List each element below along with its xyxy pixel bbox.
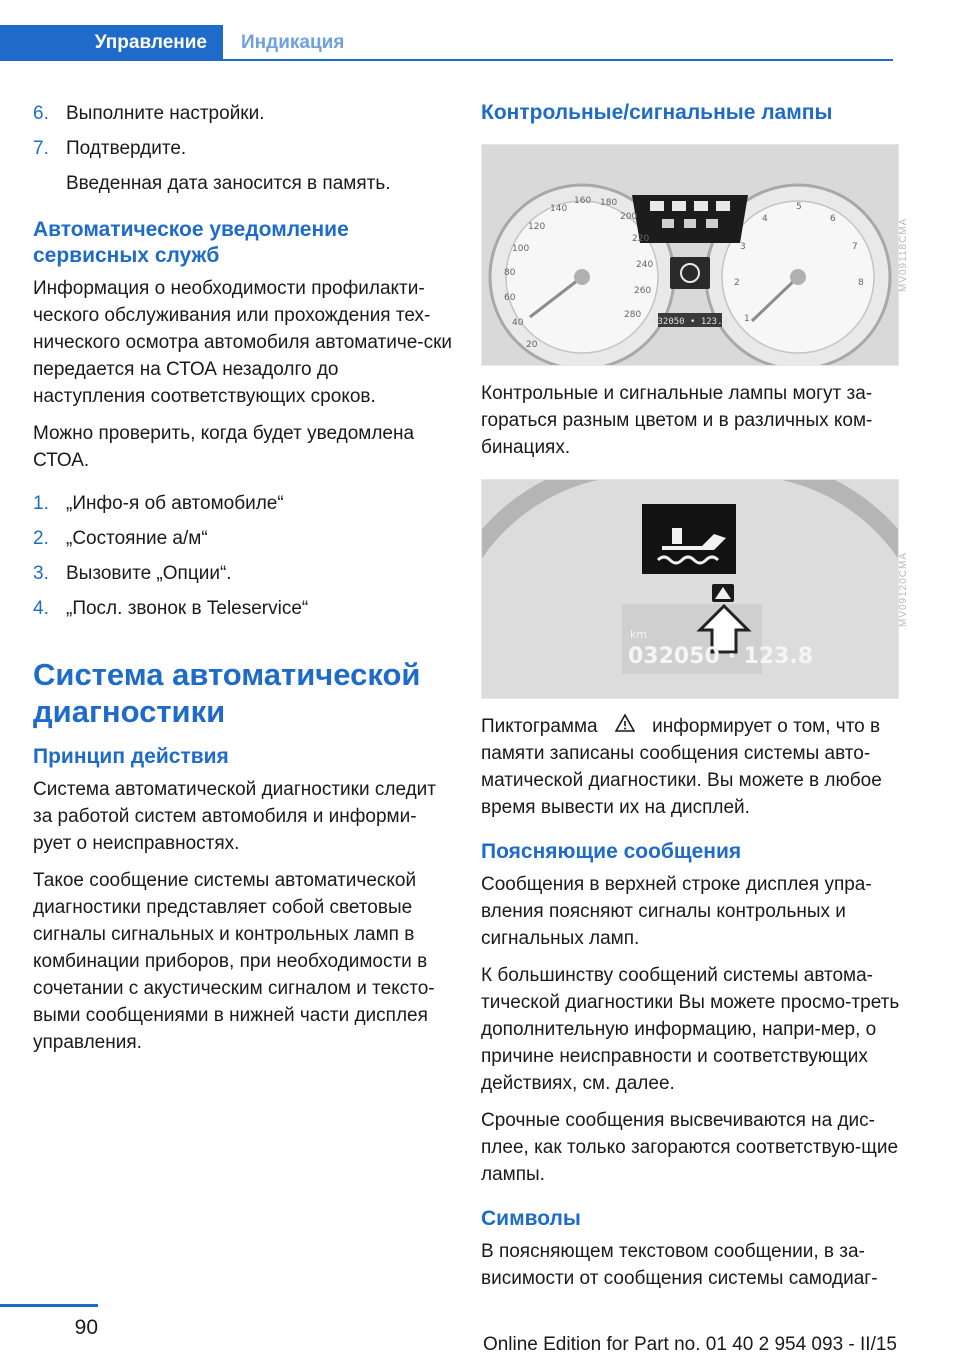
km-label: km xyxy=(630,628,648,641)
tab-indication[interactable]: Индикация xyxy=(241,32,345,53)
scale-label-right: 6 xyxy=(830,214,836,224)
paragraph: Срочные сообщения высвечиваются на дис-плее, как только загораются соответствую-щие лампы. xyxy=(481,1110,899,1185)
paragraph-pictogram xyxy=(481,713,901,821)
figure-instrument-cluster xyxy=(481,144,909,366)
scale-label-right: 3 xyxy=(740,242,746,252)
paragraph: В поясняющем текстовом сообщении, в за-висимости от сообщения системы самодиаг- xyxy=(481,1241,878,1289)
heading-symbols: Символы xyxy=(481,1207,581,1230)
heading-system-diagnostics: Система автоматической диагностики xyxy=(33,657,421,729)
heading-service-notification: Автоматическое уведомление сервисных служб xyxy=(33,218,349,267)
paragraph: Сообщения в верхней строке дисплея упра-вления поясняют сигналы контрольных и сигнальных ламп. xyxy=(481,874,872,949)
step-note: Введенная дата заносится в память. xyxy=(66,173,391,194)
paragraph: Можно проверить, когда будет уведомлена СТОА. xyxy=(33,423,415,471)
scale-label-left: 140 xyxy=(550,204,568,214)
step-number: 6. xyxy=(33,103,49,124)
list-item xyxy=(33,490,453,517)
pictogram-text-before: Пиктограмма xyxy=(481,716,598,737)
step-text: Вызовите „Опции“. xyxy=(66,563,232,584)
list-item xyxy=(33,135,453,197)
steps-top xyxy=(33,100,453,197)
list-item xyxy=(33,595,453,622)
list-item xyxy=(33,525,453,552)
left-column xyxy=(33,100,453,1066)
scale-label-left: 260 xyxy=(634,286,652,296)
scale-label-left: 60 xyxy=(504,293,516,303)
scale-label-left: 240 xyxy=(636,260,654,270)
step-number: 7. xyxy=(33,138,49,159)
steps-service xyxy=(33,490,453,622)
tab-controls[interactable]: Управление xyxy=(0,25,223,61)
odometer-readout: 032050 • 123.8 xyxy=(652,317,728,327)
footer-edition-text: Online Edition for Part no. 01 40 2 954 093 - II/15 xyxy=(482,1334,897,1355)
odometer-readout: 032050 · 123.8 xyxy=(628,644,814,669)
step-text: „Состояние а/м“ xyxy=(66,528,208,549)
warning-triangle-icon xyxy=(615,713,635,740)
figure-code: MV09120CMA xyxy=(898,551,909,627)
figure-code: MV09118CMA xyxy=(898,217,909,293)
paragraph: Система автоматической диагностики следит за работой систем автомобиля и информи-рует о неисправностях. xyxy=(33,779,436,854)
list-item xyxy=(33,100,453,127)
scale-label-left: 120 xyxy=(528,222,546,232)
pictogram-text-after: информирует о том, что в памяти записаны сообщения системы авто-матической диагностики. Вы можете в любое время вывести их на дисплей. xyxy=(481,716,882,818)
scale-label-right: 7 xyxy=(852,242,858,252)
right-column xyxy=(481,100,909,1302)
heading-explanatory-messages: Поясняющие сообщения xyxy=(481,840,742,863)
step-text: „Инфо-я об автомобиле“ xyxy=(66,493,284,514)
header-tabs xyxy=(0,25,893,61)
scale-label-left: 160 xyxy=(574,196,592,206)
list-item xyxy=(33,560,453,587)
scale-label-left: 40 xyxy=(512,318,524,328)
scale-label-left: 80 xyxy=(504,268,516,278)
scale-label-right: 2 xyxy=(734,278,740,288)
step-text: „Посл. звонок в Teleservice“ xyxy=(66,598,309,619)
paragraph: Такое сообщение системы автоматической диагностики представляет собой световые сигналы сигнальных и контрольных ламп в комбинации приборов, при необходимости в сочетании с акустическим сигналом и тексто-выми сообщениями в нижней части дисплея управления. xyxy=(33,870,435,1053)
step-number: 1. xyxy=(33,493,49,514)
step-number: 3. xyxy=(33,563,49,584)
scale-label-right: 1 xyxy=(744,314,750,324)
step-text: Подтвердите. xyxy=(66,138,187,159)
paragraph: Информация о необходимости профилакти-ческого обслуживания или прохождения тех-нического осмотра автомобиля автоматиче-ски передается на СТОА незадолго до наступления соответствующих сроков. xyxy=(33,278,453,407)
scale-label-right: 5 xyxy=(796,202,802,212)
footer-edition xyxy=(483,1334,897,1356)
scale-label-left: 100 xyxy=(512,244,530,254)
scale-label-left: 180 xyxy=(600,198,618,208)
scale-label-right: 4 xyxy=(762,214,768,224)
header-rule xyxy=(0,59,893,61)
paragraph: К большинству сообщений системы автома-тической диагностики Вы можете просмо-треть дополнительную информацию, напри-мер, о причине неисправности и соответствующих действиях, см. далее. xyxy=(481,965,900,1094)
figure-check-control xyxy=(481,479,909,699)
scale-label-left: 280 xyxy=(624,310,642,320)
check-control-illustration xyxy=(482,480,898,698)
paragraph: Контрольные и сигнальные лампы могут за-гораться разным цветом и в различных ком-бинациях. xyxy=(481,383,873,458)
step-number: 4. xyxy=(33,598,49,619)
scale-label-left: 220 xyxy=(632,234,650,244)
step-text: Выполните настройки. xyxy=(66,103,265,124)
instrument-cluster-illustration xyxy=(482,145,898,365)
scale-label-left: 20 xyxy=(526,340,538,350)
page-number: 90 xyxy=(74,1316,98,1339)
scale-label-left: 200 xyxy=(620,212,638,222)
heading-lamps: Контрольные/сигнальные лампы xyxy=(481,101,833,124)
heading-principle: Принцип действия xyxy=(33,745,229,768)
scale-label-right: 8 xyxy=(858,278,864,288)
step-number: 2. xyxy=(33,528,49,549)
footer-rule xyxy=(0,1304,98,1307)
